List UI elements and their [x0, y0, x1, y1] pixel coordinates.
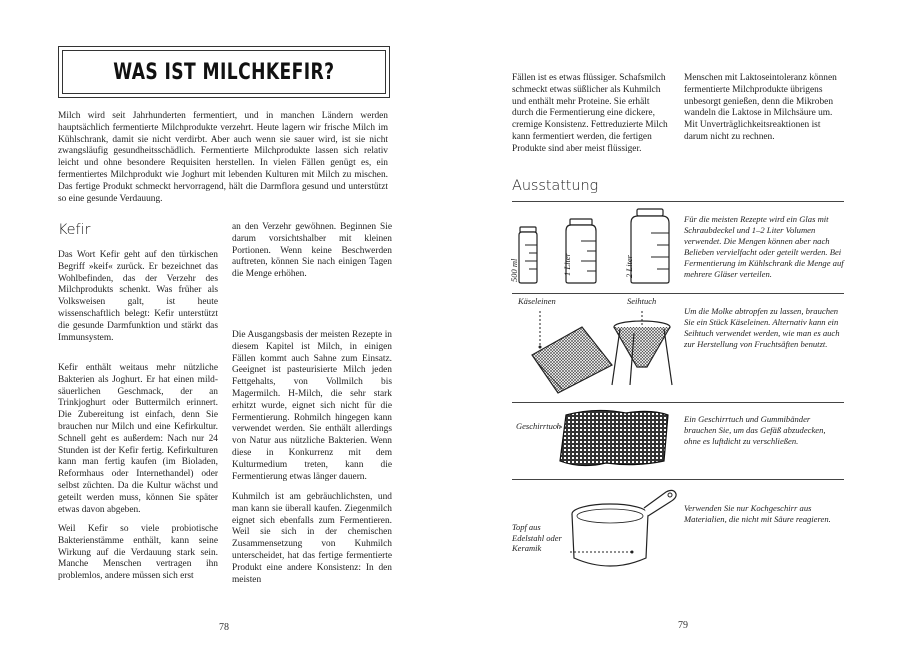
divider-3: [512, 402, 844, 403]
kefir-paragraph-1: Das Wort Kefir geht auf den türkischen Begriff »keif« zurück. Er bezeichnet das Wohlbefinden, das der Verzehr des Milchprodukts schenkt. Was früher als Volksweisen galt, ist heute wissenschaftlich belegt: Kefir unterstützt die gesunde Darmfunktion und stärkt das Immunsystem.: [58, 250, 218, 343]
jars-illustration: [505, 205, 675, 290]
right-column1-text: Fällen ist es etwas flüssiger. Schafsmilch schmeckt etwas süßlicher als Kuhmilch und enthält mehr Proteine. Sie erhält durch die Fermentierung eine dickere, cremige Konsistenz. Fettreduzierte Milch kann fermentiert werden, die fertigen Produkte sind aber meist flüssiger.: [512, 73, 668, 154]
ausstattung-heading: Ausstattung: [512, 178, 599, 194]
column2-paragraph-2: Die Ausgangsbasis der meisten Rezepte in diesem Kapitel ist Milch, in einigen Fällen kommt auch Sahne zum Einsatz. Geeignet ist pasteurisierte Milch jeden Fettgehalts, von Vollmilch bis Magermilch. H-Milch, die sehr stark erhitzt wurde, eignet sich nicht für die Fermentierung. Rohmilch hingegen kann verwendet werden. Sie enthält allerdings von Natur aus nützliche Bakterien. Wenn diese in Konkurrenz mit dem Kulturmedium treten, kann die Fermentierung etwas länger dauern.: [232, 330, 392, 482]
pot-caption: Verwenden Sie nur Kochgeschirr aus Materialien, die nicht mit Säure reagieren.: [684, 503, 831, 524]
jar-label-1-liter: 1 Liter: [562, 253, 572, 276]
sieve-caption: Um die Molke abtropfen zu lassen, brauchen Sie ein Stück Käseleinen. Alternativ kann ein Seihtuch verwendet werden, wie man es auch zur Herstellung von Fruchtsäften benutzt.: [684, 306, 840, 349]
pot-illustration: [570, 484, 680, 574]
kefir-paragraph-3: Weil Kefir so viele probiotische Bakterienstämme enthält, kann seine Wirkung auf die Verdauung stark sein. Manche Menschen vertragen ihn problemlos, andere müssen sich erst: [58, 524, 218, 582]
towel-illustration: [556, 405, 676, 477]
page-number-left: 78: [219, 622, 229, 633]
cheesecloth-label: Käseleinen: [518, 296, 556, 306]
column2-paragraph-3: Kuhmilch ist am gebräuchlichsten, und man kann sie überall kaufen. Ziegenmilch eignet sich ebenfalls zum Fermentieren. Weil sie sich in der chemischen Zusammensetzung von Kuhmilch unterscheidet, hat das fertige fermentierte Produkt eine andere Konsistenz: In den meisten: [232, 492, 392, 585]
jars-caption: Für die meisten Rezepte wird ein Glas mit Schraubdeckel und 1–2 Liter Volumen verwendet. Die Mengen können aber nach Belieben vervielfacht oder geteilt werden. Bei Fermentierung im Kühlschrank die Menge auf mehrere Gläser verteilen.: [684, 214, 844, 279]
towel-label: Geschirrtuch: [516, 421, 561, 431]
jar-label-2-liter: 2 Liter: [624, 255, 634, 278]
intro-paragraph: Milch wird seit Jahrhunderten fermentiert, und in manchen Ländern werden hauptsächlich fermentierte Milchprodukte verzehrt. Heute lagern wir frische Milch im Kühlschrank, damit sie nicht verdirbt. Aber auch wenn sie sauer wird, ist sie nicht zwangsläufig gesundheitsschädlich. Fermentierte Milchprodukte lassen sich relativ leicht und ohne besondere Requisiten herstellen. In vielen Fällen genügt es, ein fermentiertes Milchprodukt wie Joghurt mit lebenden Kulturen mit Milch zu mischen. Das fertige Produkt schmeckt hervorragend, hält die Darmflora gesund und unterstützt so eine gesunde Verdauung.: [58, 111, 388, 204]
kefir-heading: Kefir: [58, 222, 91, 238]
divider-4: [512, 479, 844, 480]
sieve-label: Seihtuch: [627, 296, 657, 306]
page-title: WAS IST MILCHKEFIR?: [113, 59, 335, 85]
jar-label-500ml: 500 ml: [509, 258, 519, 282]
title-frame: [62, 50, 386, 94]
right-column2-text: Menschen mit Laktoseintoleranz können fermentierte Milchprodukte übrigens unbesorgt genießen, denn die Mikroben wandeln die Laktose in Milchsäure um. Mit Unverträglichkeitsreaktionen ist darum nicht zu rechnen.: [684, 73, 837, 142]
kefir-paragraph-2: Kefir enthält weitaus mehr nützliche Bakterien als Joghurt. Er hat einen mild-säuerlichen Geschmack, der an Trinkjoghurt oder Buttermilch erinnert. Die Zubereitung ist einfach, denn Sie brauchen nur Milch und eine Kefirkultur. Schnell geht es außerdem: Nach nur 24 Stunden ist der Kefir fertig. Kefirkulturen kann man fertig kaufen (im Bioladen, Reformhaus oder Internethandel) oder selbst züchten. Da die Kultur wächst und geteilt werden muss, können Sie später etwas davon abgeben.: [58, 363, 218, 515]
divider-1: [512, 201, 844, 202]
cheesecloth-sieve-illustration: [512, 305, 682, 397]
pot-label: Topf aus Edelstahl oder Keramik: [512, 522, 562, 553]
column2-paragraph-1: an den Verzehr gewöhnen. Beginnen Sie darum vorsichtshalber mit kleinen Portionen. Wenn keine Beschwerden auftreten, können Sie nach einigen Tagen die Menge erhöhen.: [232, 222, 392, 280]
title-box: [58, 46, 390, 98]
towel-caption: Ein Geschirrtuch und Gummibänder brauchen Sie, um das Gefäß abzudecken, ohne es luftdicht zu verschließen.: [684, 414, 826, 446]
divider-2: [512, 293, 844, 294]
page-number-right: 79: [678, 620, 688, 631]
